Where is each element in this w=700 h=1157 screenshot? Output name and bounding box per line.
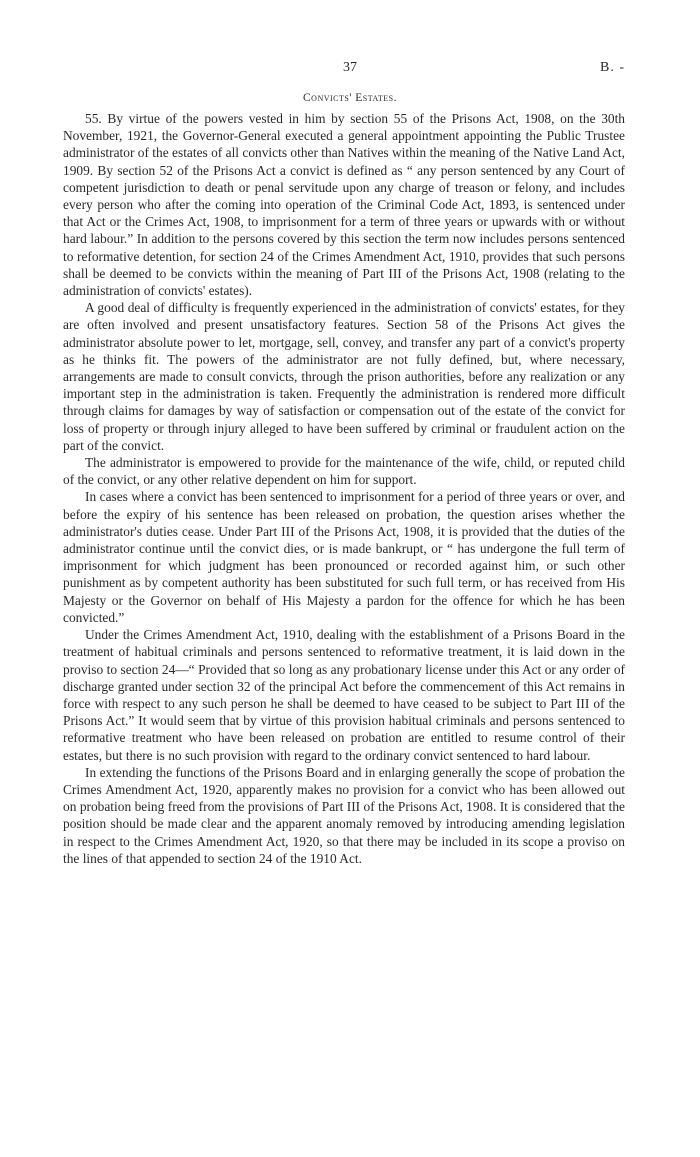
page-number: 37 [343,60,357,75]
paragraph-2: A good deal of difficulty is frequently experienced in the administration of convicts' estates, for they are often involved and present unsatisfactory features. Section 58 of the Prisons Act gives the administrator absolute power to let, mortgage, sell, convey, and transfer any part of a convict's property as he thinks fit. The powers of the administrator are not fully defined, but, where necessary, arrangements are made to consult convicts, through the prison authorities, before any realization or any important step in the administration is taken. Frequently the administration is rendered more difficult through claims for damages by way of satisfaction or compensation out of the estate of the convict for loss of property or through injury alleged to have been suffered by criminal or fraudulent action on the part of the convict. [63,300,625,453]
paragraph-1: 55. By virtue of the powers vested in him by section 55 of the Prisons Act, 1908, on the 30th November, 1921, the Governor-General executed a general appointment appointing the Public Trustee administrator of the estates of all convicts other than Natives within the meaning of the Native Land Act, 1909. By section 52 of the Prisons Act a convict is defined as “ any person sentenced by any Court of competent jurisdiction to death or penal servitude upon any charge of treason or felony, and includes every person who after the coming into operation of the Criminal Code Act, 1893, is sentenced under that Act or the Crimes Act, 1908, to imprisonment for a term of three years or upwards with or without hard labour.” In addition to the persons covered by this section the term now includes persons sentenced to reformative detention, for section 24 of the Crimes Amendment Act, 1910, provides that such persons shall be deemed to be convicts within the meaning of Part III of the Prisons Act, 1908 (relating to the administration of convicts' estates). [63,111,625,299]
section-heading: Convicts' Estates. [303,92,397,104]
paragraph-4: In cases where a convict has been sentenced to imprisonment for a period of three years or over, and before the expiry of his sentence has been released on probation, the question arises whether the administrator's duties cease. Under Part III of the Prisons Act, 1908, it is provided that the duties of the administrator continue until the convict dies, or is made bankrupt, or “ has undergone the full term of imprisonment for which judgment has been pronounced or recorded against him, or such other punishment as by competent authority has been substituted for such full term, or has received from His Majesty or the Governor on behalf of His Majesty a pardon for the offence for which he has been convicted.” [63,489,625,625]
body-text [63,110,625,867]
paragraph-6: In extending the functions of the Prisons Board and in enlarging generally the scope of probation the Crimes Amendment Act, 1920, apparently makes no provision for a convict who has been allowed out on probation being freed from the provisions of Part III of the Prisons Act, 1908. It is considered that the position should be made clear and the apparent anomaly removed by introducing amending legislation in respect to the Crimes Amendment Act, 1920, so that there may be included in its scope a proviso on the lines of that appended to section 24 of the 1910 Act. [63,764,625,866]
series-mark: B. - [600,60,625,75]
paragraph-3: The administrator is empowered to provide for the maintenance of the wife, child, or reputed child of the convict, or any other relative dependent on him for support. [63,455,625,488]
paragraph-5: Under the Crimes Amendment Act, 1910, dealing with the establishment of a Prisons Board in the treatment of habitual criminals and persons sentenced to reformative treatment, it is laid down in the proviso to section 24—“ Provided that so long as any probationary license under this Act or any order of discharge granted under section 32 of the principal Act before the commencement of this Act remains in force with respect to any such person he shall be deemed to have ceased to be subject to Part III of the Prisons Act.” It would seem that by virtue of this provision habitual criminals and persons sentenced to reformative treatment who have been released on probation are entitled to resume control of their estates, but there is no such provision with regard to the ordinary convict sentenced to hard labour. [63,627,625,763]
